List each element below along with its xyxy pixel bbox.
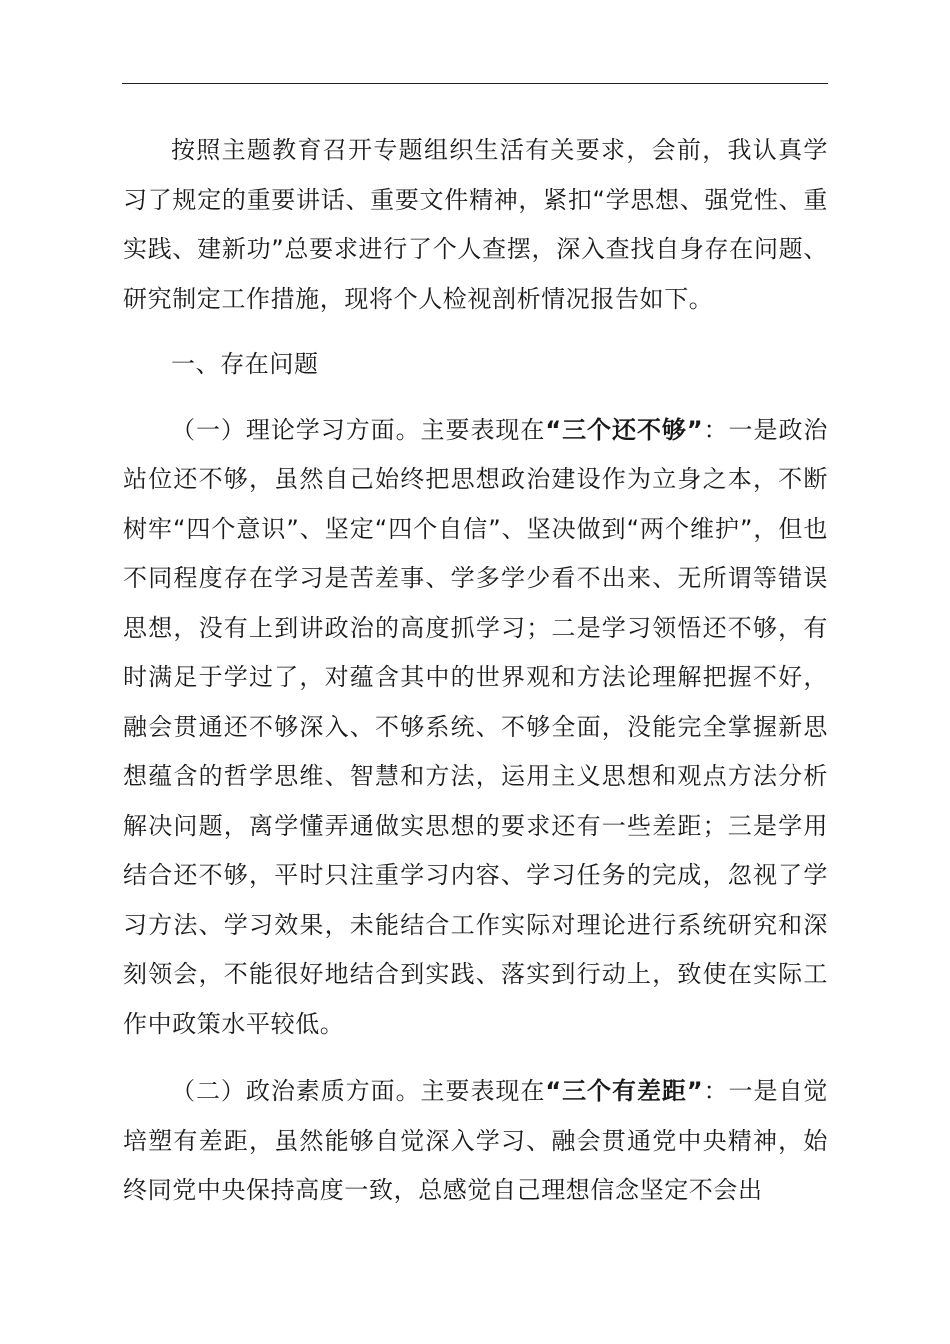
item-2-paragraph — [123, 1067, 828, 1216]
item-1-paragraph — [123, 406, 828, 1050]
document-body — [123, 126, 828, 1216]
item-1-highlight: “三个还不够” — [545, 415, 704, 444]
item-2-body: ：一是自觉培塑有差距，虽然能够自觉深入学习、融会贯通党中央精神，始终同党中央保持高度一致，总感觉自己理想信念坚定不会出 — [123, 1077, 829, 1204]
section-heading: 一、存在问题 — [171, 350, 319, 378]
item-2-highlight: “三个有差距” — [545, 1077, 704, 1105]
intro-paragraph: 按照主题教育召开专题组织生活有关要求，会前，我认真学习了规定的重要讲话、重要文件精神，紧扣“学思想、强党性、重实践、建新功”总要求进行了个人查摆，深入查找自身存在问题、研究制定工作措施，现将个人检视剖析情况报告如下。 — [123, 136, 828, 313]
item-2-prefix: （二）政治素质方面。主要表现在 — [171, 1077, 546, 1105]
item-1-body: ：一是政治站位还不够，虽然自己始终把思想政治建设作为立身之本，不断树牢“四个意识”、坚定“四个自信”、坚决做到“两个维护”，但也不同程度存在学习是苦差事、学多学少看不出来、无所谓等错误思想，没有上到讲政治的高度抓学习；二是学习领悟还不够，有时满足于学过了，对蕴含其中的世界观和方法论理解把握不好，融会贯通还不够深入、不够系统、不够全面，没能完全掌握新思想蕴含的哲学思维、智慧和方法，运用主义思想和观点方法分析解决问题，离学懂弄通做实思想的要求还有一些差距；三是学用结合还不够，平时只注重学习内容、学习任务的完成，忽视了学习方法、学习效果，未能结合工作实际对理论进行系统研究和深刻领会，不能很好地结合到实践、落实到行动上，致使在实际工作中政策水平较低。 — [123, 415, 829, 1038]
item-1-prefix: （一）理论学习方面。主要表现在 — [171, 415, 546, 444]
header-rule — [122, 83, 828, 84]
